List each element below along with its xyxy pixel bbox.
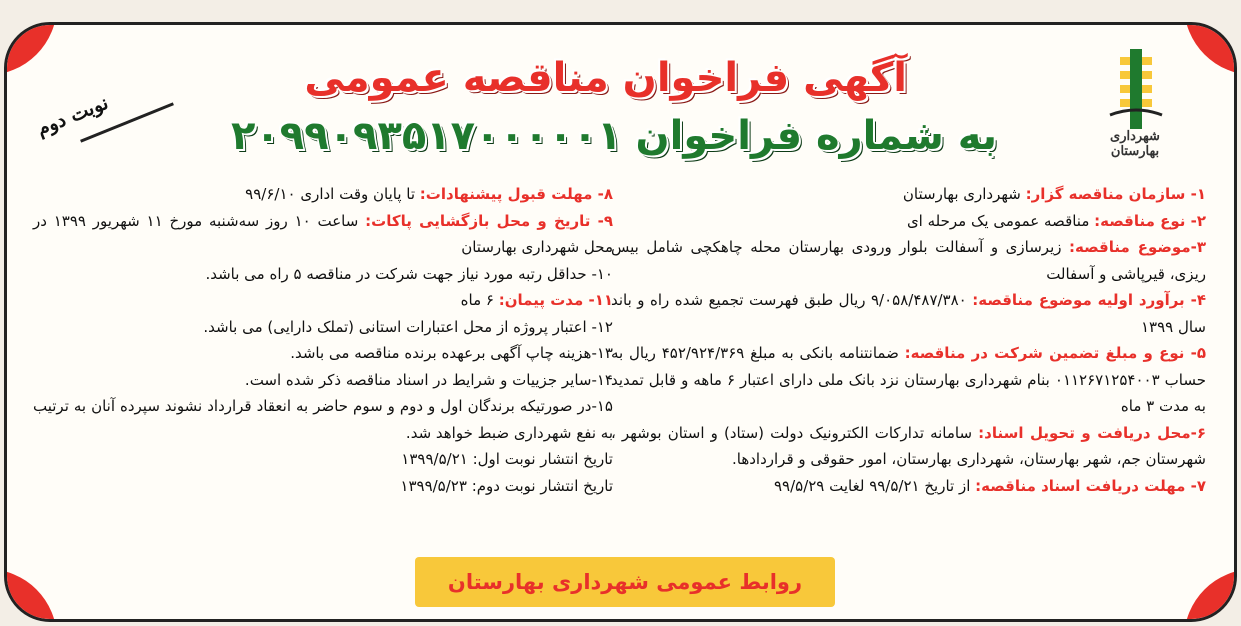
- item-min-rank: ۱۰- حداقل رتبه مورد نیاز جهت شرکت در مناقصه ۵ راه می باشد.: [205, 264, 613, 283]
- corner-decoration: [1184, 22, 1237, 75]
- left-column: [33, 181, 613, 499]
- stage-label: نوبت دوم: [33, 91, 112, 141]
- notice-title: آگهی فراخوان مناقصه عمومی: [304, 55, 907, 101]
- item-guarantee: ۵- نوع و مبلغ تضمین شرکت در مناقصه: ضمانتنامه بانکی به مبلغ ۴۵۲/۹۲۴/۳۶۹ ریال به حساب ۰۱۱۲۶۷۱۲۵۴۰۰۳ بنام شهرداری بهارستان نزد بانک ملی دارای اعتبار ۶ ماهه و قابل تمدید به مدت ۳ ماه: [611, 344, 1207, 415]
- public-relations-footer: روابط عمومی شهرداری بهارستان: [415, 557, 835, 607]
- item-documents-deadline: ۷- مهلت دریافت اسناد مناقصه: از تاریخ ۹۹/۵/۲۱ لغایت ۹۹/۵/۲۹: [773, 476, 1206, 495]
- item-ad-cost: ۱۳-هزینه چاپ آگهی برعهده برنده مناقصه می باشد.: [290, 344, 613, 362]
- notice-subtitle: به شماره فراخوان ۲۰۹۹۰۹۳۵۱۷۰۰۰۰۰۱: [230, 113, 997, 159]
- logo-label: شهرداری بهارستان: [1110, 129, 1160, 159]
- item-publish-first: تاریخ انتشار نوبت اول: ۱۳۹۹/۵/۲۱: [401, 450, 613, 468]
- item-documents-location: ۶-محل دریافت و تحویل اسناد: سامانه تدارکات الکترونیک دولت (ستاد) و استان بوشهر ، شهرستان جم، شهر بهارستان، شهرداری بهارستان، امور حقوقی و قراردادها.: [611, 423, 1206, 468]
- item-forfeit: ۱۵-در صورتیکه برندگان اول و دوم و سوم حاضر به انعقاد قرارداد نشوند سپرده آنان به ترتیب به نفع شهرداری ضبط خواهد شد.: [33, 397, 613, 442]
- item-funding: ۱۲- اعتبار پروژه از محل اعتبارات استانی (تملک دارایی) می باشد.: [203, 317, 613, 336]
- item-tender-type: ۲- نوع مناقصه: مناقصه عمومی یک مرحله ای: [906, 211, 1206, 230]
- item-contract-duration: ۱۱- مدت پیمان: ۶ ماه: [460, 291, 613, 309]
- right-column: [611, 181, 1206, 499]
- corner-decoration: [4, 22, 57, 75]
- tender-notice-card: [4, 22, 1237, 622]
- item-estimate: ۴- برآورد اولیه موضوع مناقصه: ۹/۰۵۸/۴۸۷/۳۸۰ ریال طبق فهرست تجمیع شده راه و باند سال ۱۳۹۹: [611, 291, 1206, 336]
- corner-decoration: [4, 569, 57, 622]
- item-opening: ۹- تاریخ و محل بازگشایی پاکات: ساعت ۱۰ روز سه‌شنبه مورخ ۱۱ شهریور ۱۳۹۹ در محل شهرداری بهارستان: [33, 211, 613, 256]
- item-publish-second: تاریخ انتشار نوبت دوم: ۱۳۹۹/۵/۲۳: [400, 476, 613, 495]
- item-subject: ۳-موضوع مناقصه: زیرسازی و آسفالت بلوار ورودی بهارستان محله چاهکچی شامل بیس ریزی، قیرپاشی و آسفالت: [611, 238, 1207, 283]
- item-organizer: ۱- سازمان مناقصه گزار: شهرداری بهارستان: [902, 185, 1206, 203]
- corner-decoration: [1184, 569, 1237, 622]
- item-bid-deadline: ۸- مهلت قبول پیشنهادات: تا پایان وقت اداری ۹۹/۶/۱۰: [245, 185, 613, 203]
- item-other-details: ۱۴-سایر جزییات و شرایط در اسناد مناقصه ذکر شده است.: [244, 370, 613, 389]
